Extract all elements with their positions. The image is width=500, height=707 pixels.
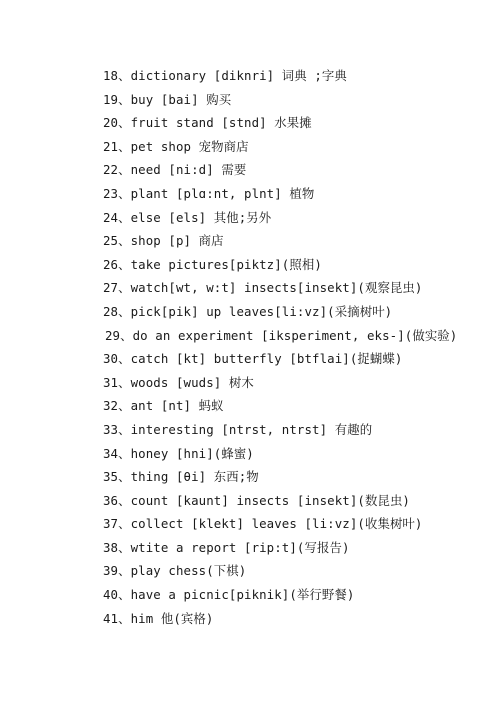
vocab-item: 36、count [kaunt] insects [insekt](数昆虫) [103, 492, 410, 508]
vocab-item: 37、collect [klekt] leaves [li:vz](收集树叶) [103, 516, 423, 532]
vocab-item: 18、dictionary [diknri] 词典 ;字典 [103, 68, 347, 83]
vocab-item: 30、catch [kt] butterfly [btflai](捉蝴蝶) [103, 351, 403, 367]
vocab-item: 21、pet shop 宠物商店 [103, 138, 249, 154]
vocab-item: 19、buy [bai] 购买 [103, 91, 232, 107]
vocab-item: 20、fruit stand [stnd] 水果摊 [103, 115, 312, 131]
vocab-item: 26、take pictures[piktz](照相) [103, 256, 322, 272]
vocab-item: 38、wtite a report [rip:t](写报告) [103, 539, 350, 555]
vocab-item: 25、shop [p] 商店 [103, 233, 224, 249]
vocab-item: 32、ant [nt] 蚂蚁 [103, 398, 224, 414]
vocab-item: 23、plant [plɑ:nt, plnt] 植物 [103, 185, 315, 201]
vocab-item: 40、have a picnic[piknik](举行野餐) [103, 587, 355, 603]
vocab-item: 35、thing [θi] 东西;物 [103, 469, 259, 485]
vocabulary-list [103, 64, 493, 630]
vocab-item: 24、else [els] 其他;另外 [103, 209, 272, 225]
vocab-item: 41、him 他(宾格) [103, 610, 214, 626]
vocab-item: 39、play chess(下棋) [103, 563, 247, 579]
vocab-item: 22、need [ni:d] 需要 [103, 162, 247, 178]
vocab-item: 29、do an experiment [iksperiment, eks-](做实验) [105, 327, 458, 343]
vocab-item: 28、pick[pik] up leaves[li:vz](采摘树叶) [103, 303, 393, 319]
vocab-item: 31、woods [wuds] 树木 [103, 374, 254, 390]
vocab-item: 27、watch[wt, w:t] insects[insekt](观察昆虫) [103, 280, 423, 296]
vocab-item: 33、interesting [ntrst, ntrst] 有趣的 [103, 421, 373, 437]
vocab-item: 34、honey [hni](蜂蜜) [103, 445, 254, 461]
